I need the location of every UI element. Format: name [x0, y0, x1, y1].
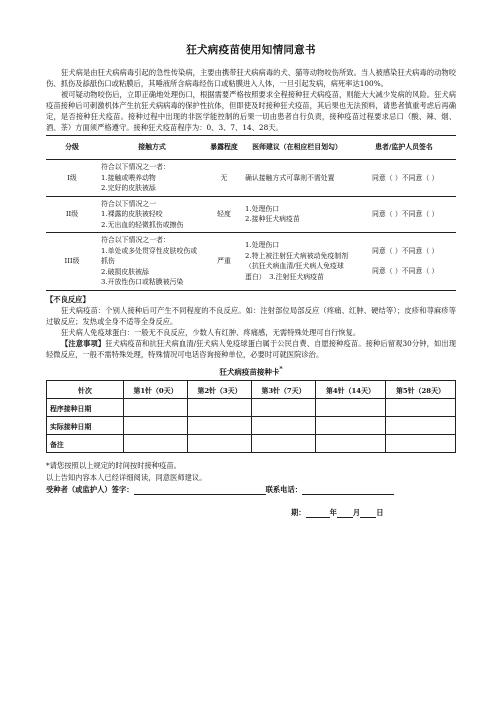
agree-choice[interactable]: 同意（ ）不同意（ ） [372, 173, 439, 182]
contact-line: 2.完好的皮肤被舔 [101, 184, 156, 192]
card-cell[interactable] [251, 417, 315, 435]
date-prefix: 期： [291, 508, 306, 517]
caution-heading: 【注意事项】 [61, 338, 106, 348]
contact-line: 符合以下情况之一者： [101, 163, 170, 171]
card-header-dose: 针次 [47, 381, 124, 399]
card-cell[interactable] [251, 435, 315, 453]
exposure-classification-table [46, 135, 456, 291]
year-field[interactable] [306, 508, 330, 518]
card-cell[interactable] [385, 435, 455, 453]
card-cell[interactable] [385, 417, 455, 435]
card-cell[interactable] [315, 435, 385, 453]
advice-line: 1.处理伤口 [245, 204, 280, 213]
advice-line: 1.处理伤口 [245, 241, 280, 250]
contact-line: 符合以下情况之一者： [101, 236, 170, 244]
caution-paragraph [46, 338, 456, 360]
agree-choice[interactable]: 同意（ ）不同意（ ） [372, 247, 439, 256]
card-cell[interactable] [251, 399, 315, 417]
contact-cell [98, 160, 206, 197]
card-cell[interactable] [124, 417, 188, 435]
month-field[interactable] [337, 508, 353, 518]
table-row [46, 160, 456, 197]
advice-line: 确认接触方式可靠则不需处置 [245, 173, 335, 182]
card-header-dose1: 第1针（0天） [124, 381, 188, 399]
row-scheduled-date: 程序接种日期 [47, 399, 124, 417]
card-cell[interactable] [124, 435, 188, 453]
adverse-line-2: 狂犬病人免疫球蛋白：一般无不良反应，少数人有红肿、疼痛感，无需特殊处理可自行恢复。 [61, 327, 361, 337]
card-cell[interactable] [187, 417, 251, 435]
header-level: 分级 [46, 136, 98, 160]
agree-cell[interactable] [352, 196, 456, 233]
advice-cell [242, 160, 352, 197]
table-header-row [46, 136, 456, 160]
card-header-dose2: 第2针（3天） [187, 381, 251, 399]
contact-line: 符合以下情况之一 [101, 199, 157, 208]
date-line [46, 508, 456, 518]
table-row [46, 196, 456, 233]
row-actual-date: 实际接种日期 [47, 417, 124, 435]
signature-field[interactable] [134, 485, 266, 495]
signature-line [46, 484, 456, 495]
advice-cell [242, 196, 352, 233]
exposure-cell: 轻度 [206, 196, 242, 233]
card-cell[interactable] [315, 399, 385, 417]
table-row [46, 233, 456, 291]
contact-line: 3.开放性伤口或粘膜被污染 [101, 278, 184, 286]
footnote: *请您按照以上规定的时间按时接种疫苗。 [46, 461, 181, 470]
adverse-line-1: 狂犬病疫苗：个别人接种后可产生不同程度的不良反应。如：注射部位局部反应（疼痛、红肿、硬结等）；皮疹和荨麻疹等过敏反应；发热或全身不适等全身反应。 [46, 305, 456, 326]
contact-line: 1.接触或喂养动物 [101, 173, 156, 182]
agree-cell[interactable] [352, 233, 456, 291]
card-header-dose3: 第3针（7天） [251, 381, 315, 399]
header-exposure: 暴露程度 [206, 136, 242, 160]
intro-paragraph-1: 狂犬病是由狂犬病病毒引起的急性传染病，主要由携带狂犬病病毒的犬、猫等动物咬伤所致。当人被感染狂犬病毒的动物咬伤、抓伤及舔舐伤口或粘膜后，其唾液所含病毒经伤口或粘膜进入人体，一旦引起发病，病死率达100%。 [46, 68, 456, 88]
card-cell[interactable] [315, 417, 385, 435]
advice-line: 2.接种狂犬病疫苗 [245, 215, 300, 224]
day-field[interactable] [360, 508, 376, 518]
phone-label: 联系电话： [265, 485, 303, 494]
advice-cell [242, 233, 352, 291]
intro-paragraph-2: 被可疑动物咬伤后，立即正确地处理伤口，根据需要严格按照要求全程接种狂犬病疫苗，则能大大减少发病的风险。狂犬病疫苗接种后可刺激机体产生抗狂犬病病毒的保护性抗体，但即使及时接种狂犬疫苗，其后果也无法预料，请患者慎重考虑后再确定，是否接种狂犬疫苗。接种过程中出现的非医学能控制的后果一切由患者自行负责，接种疫苗过程要求忌口（酸、辣、烟、酒、茶）方面须严格遵守。接种狂犬疫苗程序为：0、3、7、14、28天。 [46, 90, 456, 132]
contact-line: 2.破损皮肤被舔 [101, 267, 149, 276]
card-title-mark: * [279, 365, 283, 373]
card-cell[interactable] [187, 399, 251, 417]
month-label: 月 [352, 508, 361, 517]
agree-choice[interactable]: 同意（ ）不同意（ ） [372, 266, 439, 275]
level-cell: III级 [46, 233, 98, 291]
contact-cell [98, 196, 206, 233]
card-cell[interactable] [385, 399, 455, 417]
contact-line: 1.裸露的皮肤被轻咬 [101, 210, 163, 218]
header-advice: 医师建议（在相应栏目划勾） [242, 136, 352, 160]
signer-label: 受种者（或监护人）签字： [46, 485, 134, 494]
year-label: 年 [329, 508, 337, 517]
row-remarks: 备注 [47, 435, 124, 453]
card-title [46, 366, 456, 378]
adverse-reaction-section [46, 294, 456, 360]
confirmation-text: 以上告知内容本人已经详细阅读，同意医师建议。 [46, 473, 207, 482]
adverse-heading: 【不良反应】 [46, 294, 90, 304]
vaccination-card-table [46, 380, 456, 453]
level-cell: II级 [46, 196, 98, 233]
table-row [47, 399, 456, 417]
table-row [47, 435, 456, 453]
card-header-dose5: 第5针（28天） [385, 381, 455, 399]
card-header-row [47, 381, 456, 399]
header-contact: 接触方式 [98, 136, 206, 160]
card-cell[interactable] [124, 399, 188, 417]
contact-line: 2.无出血的轻微抓伤或擦伤 [101, 220, 184, 229]
phone-field[interactable] [302, 485, 394, 495]
exposure-cell: 无 [206, 160, 242, 197]
card-title-text: 狂犬病疫苗接种卡 [219, 367, 280, 376]
card-cell[interactable] [187, 435, 251, 453]
card-header-dose4: 第4针（14天） [315, 381, 385, 399]
table-row [47, 417, 456, 435]
advice-line: 2.特上被注射狂犬病被动免疫制剂（抗狂犬病血清/狂犬病人免疫球蛋白） 3.注射狂犬病疫苗 [245, 251, 349, 281]
level-cell: I级 [46, 160, 98, 197]
agree-choice[interactable]: 同意（ ）不同意（ ） [372, 210, 439, 218]
document-title: 狂犬病疫苗使用知情同意书 [186, 44, 316, 56]
contact-cell [98, 233, 206, 291]
contact-line: 1.单处或多处贯穿性皮肤咬伤或抓伤 [101, 246, 198, 265]
day-label: 日 [376, 508, 384, 517]
exposure-cell: 严重 [206, 233, 242, 291]
caution-text: 狂犬病疫苗和抗狂犬病血清/狂犬病人免疫球蛋白属于公民自费、自愿接种疫苗。接种后留观30分钟，如出现轻微反应，一般不需特殊处理，特殊情况可电话咨询接种单位，必要时可就医院诊治。 [46, 338, 456, 359]
agree-cell[interactable] [352, 160, 456, 197]
header-signature: 患者/监护人员签名 [352, 136, 456, 160]
